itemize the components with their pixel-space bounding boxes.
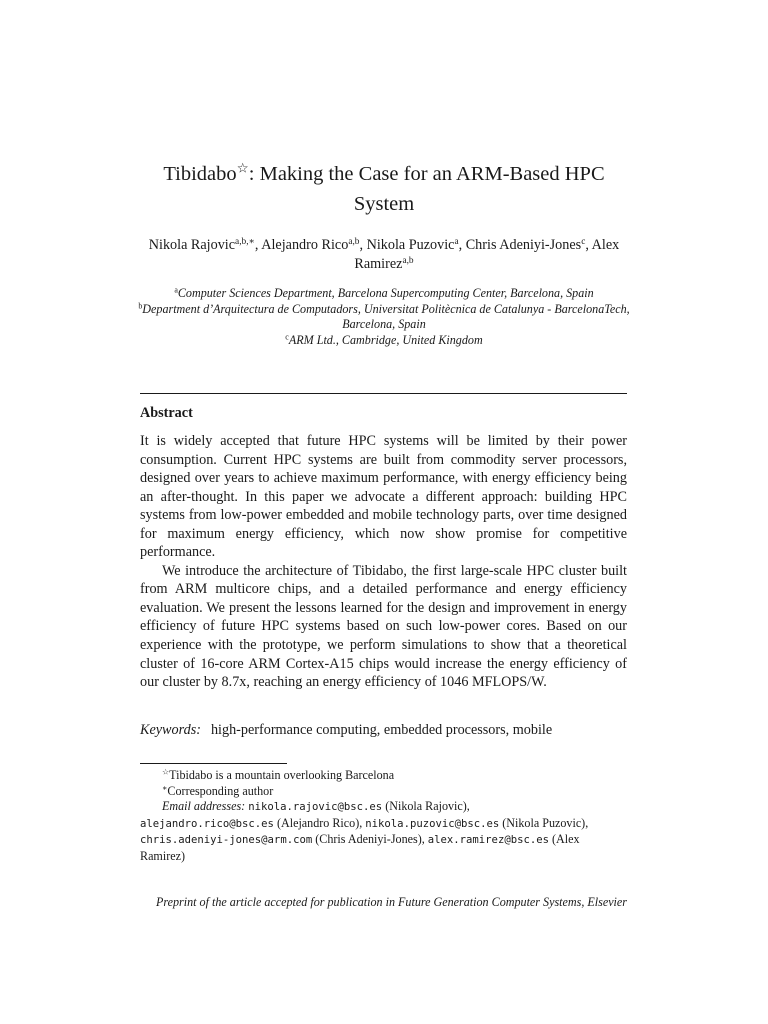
abstract-paragraph: We introduce the architecture of Tibidabo, the first large-scale HPC cluster built from ARM multicore chips, and a detailed performance and energy efficiency evaluation. We present the lessons learned for the design and improvement in energy efficiency of future HPC systems based on such low-power cores. Based on our experience with the prototype, we perform simulations to show that a theoretical cluster of 16-core ARM Cortex-A15 chips would increase the energy efficiency of our cluster by 8.7x, reaching an energy efficiency of 1046 MFLOPS/W. (140, 562, 627, 691)
keywords (140, 721, 627, 740)
email-owner: (Nikola Puzovic), (499, 815, 589, 830)
author-name: Nikola Rajovic (148, 237, 236, 253)
author-name: Chris Adeniyi-Jones (465, 237, 582, 253)
abstract-heading: Abstract (140, 405, 193, 421)
affiliation (120, 286, 648, 302)
author-affil-mark: a,b (348, 236, 360, 247)
email-link[interactable]: alejandro.rico@bsc.es (140, 817, 274, 830)
author-affil-mark: a,b,∗ (235, 236, 255, 247)
affiliation-text: ARM Ltd., Cambridge, United Kingdom (288, 332, 483, 347)
author-affil-mark: a (454, 236, 459, 247)
footnote-title-star (140, 768, 627, 784)
affiliation-text: Department d’Arquitectura de Computadors, Universitat Politècnica de Catalunya - BarcelonaTech, Barcelona, Spain (142, 301, 630, 331)
affiliation-text: Computer Sciences Department, Barcelona Supercomputing Center, Barcelona, Spain (177, 286, 594, 300)
email-label: Email addresses: (162, 799, 246, 814)
email-owner: (Nikola Rajovic), (382, 799, 470, 814)
title-star-mark: ☆ (236, 160, 249, 176)
title-text-before: Tibidabo (163, 163, 237, 185)
paper-title (140, 159, 628, 219)
keywords-label: Keywords: (140, 722, 201, 738)
author-affil-mark: c (581, 236, 586, 247)
author-separator: , (359, 237, 367, 253)
footnote-emails (140, 799, 627, 864)
author-name: Nikola Puzovic (366, 237, 455, 253)
footnote-rule (140, 763, 287, 764)
abstract-top-rule (140, 393, 627, 394)
author-separator: , (458, 237, 466, 253)
email-owner: (Alejandro Rico), (273, 815, 363, 830)
email-owner: (Alex Ramirez) (140, 832, 580, 863)
affiliation-list (120, 286, 648, 348)
author-affil-mark: a,b (402, 255, 414, 266)
affiliation-mark: a (174, 285, 178, 295)
author-separator: , (585, 237, 592, 253)
affiliation-mark: c (285, 332, 289, 342)
footnote-corr-text: Corresponding author (167, 783, 274, 798)
keywords-text: high-performance computing, embedded processors, mobile (210, 722, 553, 738)
footnote-corr-mark: ∗ (162, 783, 168, 793)
email-link[interactable]: alex.ramirez@bsc.es (427, 834, 549, 847)
footnote-star-mark: ☆ (162, 767, 170, 777)
footnotes (140, 768, 627, 865)
abstract-body (140, 432, 627, 692)
affiliation-mark: b (138, 301, 143, 311)
abstract-paragraph: It is widely accepted that future HPC systems will be limited by their power consumption. Current HPC systems are built from commodity server processors, designed over years to achieve maximum performance, with energy efficiency being an after-thought. In this paper we advocate a different approach: building HPC systems from low-power embedded and mobile technology parts, over time designed for maximum energy efficiency, which now show promise for competitive performance. (140, 433, 627, 561)
email-link[interactable]: nikola.rajovic@bsc.es (248, 801, 383, 814)
author-name: Alex Ramirez (354, 237, 620, 272)
email-link[interactable]: chris.adeniyi-jones@arm.com (140, 834, 313, 847)
title-text-after: : Making the Case for an ARM-Based HPC System (248, 163, 605, 215)
author-list (140, 236, 628, 274)
author-separator: , (254, 237, 262, 253)
email-owner: (Chris Adeniyi-Jones), (312, 832, 425, 847)
footnote-star-text: Tibidabo is a mountain overlooking Barcelona (169, 768, 395, 782)
author-name: Alejandro Rico (261, 237, 349, 253)
affiliation (120, 302, 648, 333)
email-link[interactable]: nikola.puzovic@bsc.es (365, 817, 500, 830)
affiliation (120, 333, 648, 349)
footnote-corresponding (140, 784, 627, 800)
preprint-note: Preprint of the article accepted for publication in Future Generation Computer Systems, Elsevier (155, 895, 627, 909)
